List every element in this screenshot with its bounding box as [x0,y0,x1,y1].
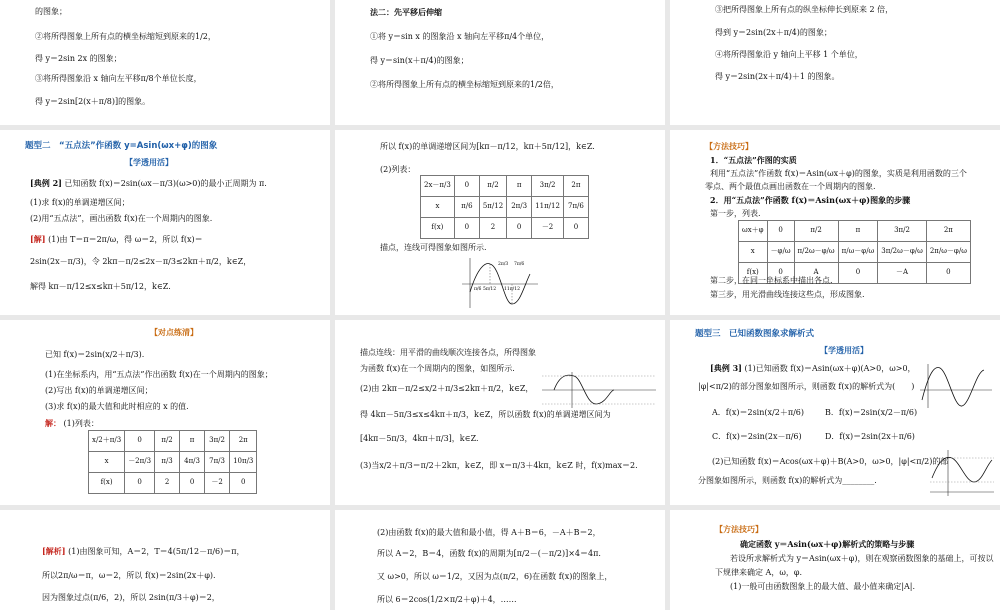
s9-ex-tag: [典例 3] [710,363,742,373]
s12-p4: (1)一般可由函数图象上的最大值、最小值来确定|A|. [730,582,916,591]
s5-cell: 0 [563,218,588,239]
s6-cell: π/2 [794,221,838,242]
s11-l2: 所以 A＝2，B＝4，函数 f(x)的周期为[π/2－(－π/2)]×4＝4π. [377,549,601,558]
s12-p2: 若设所求解析式为 y＝Asin(ωx＋φ)，则在观察函数图象的基础上，可按以 [730,554,994,563]
s6-p1b: 零点、两个最值点画出函数在一个周期内的图象. [705,182,876,191]
s8-sine-graph [540,370,658,410]
s9-optD[interactable]: D．f(x)＝2sin(2x＋π/6) [825,432,915,441]
s7-given: 已知 f(x)＝2sin(x/2＋π/3). [45,350,145,359]
slide-9 [670,320,1000,505]
s6-step1: 第一步，列表. [710,209,761,218]
s6-row [739,221,971,242]
s10-l1 [42,546,245,558]
s6-p1: 1．“五点法”作图的实质 [710,155,797,165]
slide-8 [335,320,665,505]
s7-cell: 2π [230,431,257,452]
s6-cell: x [739,242,768,263]
slide-3 [670,0,1000,125]
s3-line-1: 得到 y＝2sin(2x＋π/4)的图象； [715,28,832,37]
s7-sol-text: (1)列表： [63,419,99,428]
s5-cell: π [507,176,532,197]
s12-section: 【方法技巧】 [715,524,763,534]
s6-cell: 3π/2 [878,221,927,242]
s4-sol-2: 2sin(2x－π/3)，令 2kπ－π/2≤2x－π/3≤2kπ＋π/2，k∈Z， [30,257,252,266]
s11-l4: 所以 6＝2cos(1/2×π/2＋φ)＋4，…… [377,595,517,604]
s1-line-3: ③将所得图象沿 x 轴向左平移π/8个单位长度， [35,74,202,83]
s7-cell: x [89,452,125,473]
s5-cell: 2π/3 [507,197,532,218]
s6-cell: ωx＋φ [739,221,768,242]
s6-cell: f(x) [739,263,768,284]
s7-cell: －2π/3 [125,452,155,473]
s5-sine-graph [460,256,540,311]
s6-cell: －A [878,263,927,284]
s7-cell: 7π/3 [205,452,230,473]
slide-10 [0,510,330,610]
s7-cell: －2 [205,473,230,494]
s4-ex-text: 已知函数 f(x)＝2sin(ωx－π/3)(ω>0)的最小正周期为 π. [64,179,267,188]
s7-cell: f(x) [89,473,125,494]
s3-line-2: ④将所得图象沿 y 轴向上平移 1 个单位， [715,50,863,59]
s5-line-1: 所以 f(x)的单调递增区间为[kπ－π/12，kπ＋5π/12]，k∈Z. [380,142,595,151]
s6-cell: A [794,263,838,284]
s1-line-2: 得 y＝2sin 2x 的图象； [35,54,122,63]
s5-row [421,176,589,197]
s9-optA[interactable]: A．f(x)＝2sin(x/2＋π/6) [712,408,804,417]
s5-cell: －2 [532,218,564,239]
s7-q3: (3)求 f(x)的最大值和此时相应的 x 的值. [45,402,189,411]
s5-cell: 0 [507,218,532,239]
s9-ex2: |φ|<π/2)的部分图象如图所示，则函数 f(x)的解析式为( ) [698,382,915,391]
graph-label-4: 11π/12 [504,287,520,292]
s4-sol-3: 解得 kπ－π/12≤x≤kπ＋5π/12，k∈Z. [30,282,171,291]
s9-graph-1 [918,362,994,410]
s9-q2b: 分图象如图所示，则函数 f(x)的解析式为________. [698,476,877,485]
s6-p1a: 利用“五点法”作函数 f(x)＝Asin(ωx＋φ)的图象，实质是利用函数的三个 [710,169,967,178]
slide-5 [335,130,665,315]
s5-cell: 11π/12 [532,197,564,218]
s9-ex [710,363,916,375]
s4-sol-tag: [解] [30,234,46,244]
slide-12 [670,510,1000,610]
s6-cell: 2π [926,221,970,242]
s8-l6: (3)当x/2＋π/3＝π/2＋2kπ，k∈Z，即 x＝π/3＋4kπ，k∈Z 时，f(x)max＝2. [360,461,638,470]
s5-cell: 2x－π/3 [421,176,455,197]
s6-cell: π/2ω－φ/ω [794,242,838,263]
s6-cell: 0 [838,263,878,284]
s1-line-4: 得 y＝2sin[2(x＋π/8)]的图象。 [35,97,151,106]
s7-cell: 0 [125,473,155,494]
s7-section: 【对点练清】 [150,327,198,337]
s1-line-1: ②将所得图象上所有点的横坐标缩短到原来的1/2， [35,32,216,41]
slide-7 [0,320,330,505]
s2-line-0: ①将 y＝sin x 的图象沿 x 轴向左平移π/4个单位， [370,32,550,41]
s6-row [739,242,971,263]
s1-line-0: 的图象； [35,7,67,16]
s5-cell: 0 [454,176,479,197]
s4-section: 【学透用活】 [125,157,173,167]
curve [922,367,984,406]
s6-table [738,220,971,284]
s10-tag: [解析] [42,546,66,556]
s9-optB[interactable]: B．f(x)＝2sin(x/2－π/6) [825,408,918,417]
s5-cell: 2 [479,218,506,239]
s7-cell: 0 [125,431,155,452]
s8-l1: 描点连线：用平滑的曲线顺次连接各点，所得图象 [360,348,536,357]
s11-l1: (2)由函数 f(x)的最大值和最小值，得 A＋B＝6，－A＋B＝2， [377,528,601,537]
curve [932,457,992,482]
s7-cell: x/2＋π/3 [89,431,125,452]
s5-cell: f(x) [421,218,455,239]
s7-cell: 2 [155,473,180,494]
slide-11 [335,510,665,610]
s2-line-2: ②将所得图象上所有点的横坐标缩短到原来的1/2倍， [370,80,559,89]
s5-cell: 2π [563,176,588,197]
s4-q2: (2)用“五点法”，画出函数 f(x)在一个周期内的图象. [30,214,213,223]
s8-l4: 得 4kπ－5π/3≤x≤4kπ＋π/3，k∈Z，所以函数 f(x)的单调递增区间为 [360,410,611,419]
s7-cell: 0 [180,473,205,494]
s2-line-1: 得 y＝sin(x＋π/4)的图象； [370,56,469,65]
slide-4 [0,130,330,315]
s5-row [421,197,589,218]
s9-section: 【学透用活】 [820,345,868,355]
graph-label-2: π/6 [474,287,482,292]
slide-2 [335,0,665,125]
s4-sol1-text: (1)由 T＝π＝2π/ω，得 ω＝2，所以 f(x)＝ [48,235,203,244]
s6-step2: 第二步，在同一坐标系中描出各点. [710,276,833,285]
s5-cell: 7π/6 [563,197,588,218]
s5-cell: π/6 [454,197,479,218]
s9-graph-2 [928,448,996,498]
s5-cell: x [421,197,455,218]
s5-row [421,218,589,239]
s5-line-3: 描点，连线可得图象如图所示. [380,243,487,252]
s6-p2: 2．用“五点法”作函数 f(x)＝Asin(ωx＋φ)图象的步骤 [710,195,911,205]
s7-cell: π/3 [155,452,180,473]
s7-row [89,431,257,452]
s7-cell: 3π/2 [205,431,230,452]
s9-title: 题型三 已知函数图象求解析式 [695,329,815,339]
s5-cell: 0 [454,218,479,239]
s4-title: 题型二 “五点法”作函数 y=Asin(ωx+φ)的图象 [25,141,218,151]
s9-ex1: (1)已知函数 f(x)＝Asin(ωx＋φ)(A>0，ω>0， [744,364,916,373]
graph-label-3: 5π/12 [483,287,497,292]
s8-l5: [4kπ－5π/3，4kπ＋π/3]，k∈Z. [360,434,479,443]
s10-l3: 因为图象过点(π/6，2)，所以 2sin(π/3＋φ)＝2， [42,593,220,602]
s6-cell: 0 [926,263,970,284]
s11-l3: 又 ω>0，所以 ω＝1/2，又因为点(π/2，6)在函数 f(x)的图象上， [377,572,613,581]
s7-cell: π [180,431,205,452]
s8-l2: 为函数 f(x)在一个周期内的图象，如图所示. [360,364,515,373]
s2-heading: 法二：先平移后伸缩 [370,7,442,17]
graph-label-0: 2π/3 [498,262,509,267]
s4-q1: (1)求 f(x)的单调递增区间； [30,198,130,207]
s7-sol-tag: 解： [45,418,61,428]
s7-row [89,473,257,494]
s10-l1-text: (1)由图象可知，A＝2，T＝4(5π/12－π/6)＝π， [68,547,245,556]
s3-line-0: ③把所得图象上所有点的纵坐标伸长到原来 2 倍， [715,5,894,14]
s4-example [30,178,267,190]
s6-cell: π [838,221,878,242]
graph-label-1: 7π/6 [514,262,525,267]
s7-table [88,430,257,494]
slide-1 [0,0,330,125]
s7-cell: 4π/3 [180,452,205,473]
s5-cell: π/2 [479,176,506,197]
s4-sol-1 [30,234,203,246]
s7-cell: π/2 [155,431,180,452]
s7-row [89,452,257,473]
s5-cell: 5π/12 [479,197,506,218]
s5-line-2: (2)列表： [380,165,416,174]
s12-p3: 下规律来确定 A，ω，φ. [715,568,802,577]
s12-p1: 确定函数 y＝Asin(ωx＋φ)解析式的策略与步骤 [740,539,915,549]
slide-6 [670,130,1000,315]
s10-l2: 所以2π/ω＝π，ω＝2，所以 f(x)＝2sin(2x＋φ). [42,571,216,580]
s6-section: 【方法技巧】 [705,141,753,151]
s3-line-3: 得 y＝2sin(2x＋π/4)＋1 的图象。 [715,72,840,81]
s9-optC[interactable]: C．f(x)＝2sin(2x－π/6) [712,432,802,441]
s7-cell: 0 [230,473,257,494]
s7-q2: (2)写出 f(x)的单调递增区间； [45,386,153,395]
s6-cell: 3π/2ω－φ/ω [878,242,927,263]
s6-cell: －φ/ω [767,242,794,263]
s6-cell: 0 [767,263,794,284]
s8-l3: (2)由 2kπ－π/2≤x/2＋π/3≤2kπ＋π/2，k∈Z， [360,384,534,393]
s7-cell: 10π/3 [230,452,257,473]
s6-cell: π/ω－φ/ω [838,242,878,263]
s6-cell: 0 [767,221,794,242]
s7-q1: (1)在坐标系内，用“五点法”作出函数 f(x)在一个周期内的图象； [45,370,273,379]
s7-sol [45,418,99,430]
s4-ex-tag: [典例 2] [30,178,62,188]
s5-cell: 3π/2 [532,176,564,197]
sine-curve [554,375,614,404]
s5-table [420,175,589,239]
s6-cell: 2π/ω－φ/ω [926,242,970,263]
s9-q2a: (2)已知函数 f(x)＝Acos(ωx＋φ)＋B(A>0，ω>0，|φ|<π/2)的部 [712,457,949,466]
s6-step3: 第三步，用光滑曲线连接这些点，形成图象. [710,290,865,299]
